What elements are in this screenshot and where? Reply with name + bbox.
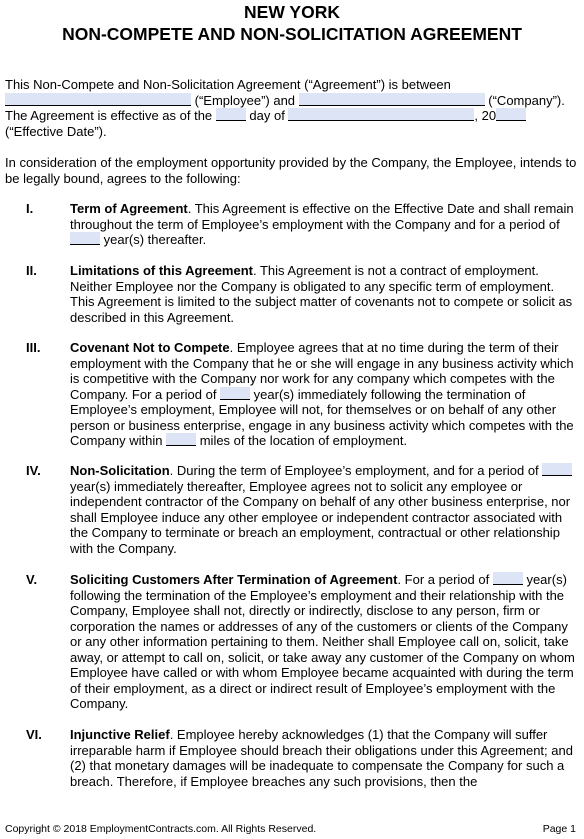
section-number: II. bbox=[26, 263, 37, 278]
document-state-heading: NEW YORK bbox=[244, 2, 340, 22]
section-body: Non-Solicitation. During the term of Employee’s employment, and for a period of year(s) immediately thereafter, Employee agrees not to solicit any employee or independent contractor of the Company on behalf of any other business enterprise, nor shall Employee induce any other employee or independent contractor associated with the Company to terminate or breach an employment, contractual or other relationship with the Company. bbox=[70, 463, 577, 556]
section-body: Term of Agreement. This Agreement is effective on the Effective Date and shall remain throughout the term of Employee’s employment with the Company and for a period of year(s) thereafter. bbox=[70, 201, 574, 247]
section-number: IV. bbox=[26, 463, 41, 478]
section-body: Covenant Not to Compete. Employee agrees that at no time during the term of their employment with the Company that he or she will engage in any business activity which is competitive with the Company nor work for any company which competes with the Company. For a period of year(s) immediately following the termination of Employee’s employment, Employee will not, for themselves or on behalf of any other person or business enterprise, engage in any business activity which competes with the Company within miles of the location of employment. bbox=[70, 340, 574, 448]
nonsolicit-years-field[interactable] bbox=[542, 463, 572, 476]
intro-paragraph: This Non-Compete and Non-Solicitation Agreement (“Agreement”) is between (“Employee”) and (“Company”). The Agreement is effective as of the day of , 20 (“Effective Date”). bbox=[5, 77, 565, 139]
noncompete-miles-field[interactable] bbox=[166, 433, 196, 446]
section-number: I. bbox=[26, 201, 34, 216]
consideration-paragraph: In consideration of the employment opportunity provided by the Company, the Employee, intends to be legally bound, agrees to the following: bbox=[5, 155, 577, 186]
section-number: VI. bbox=[26, 727, 42, 742]
section-body: Limitations of this Agreement. This Agreement is not a contract of employment. Neither Employee nor the Company is obligated to any specific term of employment. This Agreement is limited to the subject matter of covenants not to compete or solicit as described in this Agreement. bbox=[70, 263, 573, 325]
footer-page-number: Page 1 bbox=[542, 823, 576, 835]
noncompete-years-field[interactable] bbox=[220, 387, 250, 400]
customer-nonsolicit-years-field[interactable] bbox=[493, 572, 523, 585]
term-years-field[interactable] bbox=[70, 232, 100, 245]
document-title: NON-COMPETE AND NON-SOLICITATION AGREEMENT bbox=[62, 24, 522, 44]
effective-year-field[interactable] bbox=[496, 108, 526, 121]
effective-month-field[interactable] bbox=[288, 108, 474, 121]
company-name-field[interactable] bbox=[299, 93, 485, 106]
section-body: Soliciting Customers After Termination of Agreement. For a period of year(s) following the termination of the Employee’s employment and their relationship with the Company, Employee shall not, directly or indirectly, disclose to any person, firm or corporation the names or addresses of any of the customers or clients of the Company or any other information pertaining to them. Neither shall Employee call on, solicit, take away, or attempt to call on, solicit, or take away any customer of the Company on whom Employee have called or with whom Employee became acquainted with during the term of their employment, as a direct or indirect result of Employee’s employment with the Company. bbox=[70, 572, 575, 711]
employee-name-field[interactable] bbox=[5, 93, 191, 106]
section-body: Injunctive Relief. Employee hereby acknowledges (1) that the Company will suffer irreparable harm if Employee should breach their obligations under this Agreement; and (2) that monetary damages will be inadequate to compensate the Company for such a breach. Therefore, if Employee breaches any such provisions, then the bbox=[70, 727, 573, 789]
footer-copyright: Copyright © 2018 EmploymentContracts.com. All Rights Reserved. bbox=[5, 823, 317, 835]
section-number: III. bbox=[26, 340, 41, 355]
section-number: V. bbox=[26, 572, 38, 587]
effective-day-field[interactable] bbox=[216, 108, 246, 121]
